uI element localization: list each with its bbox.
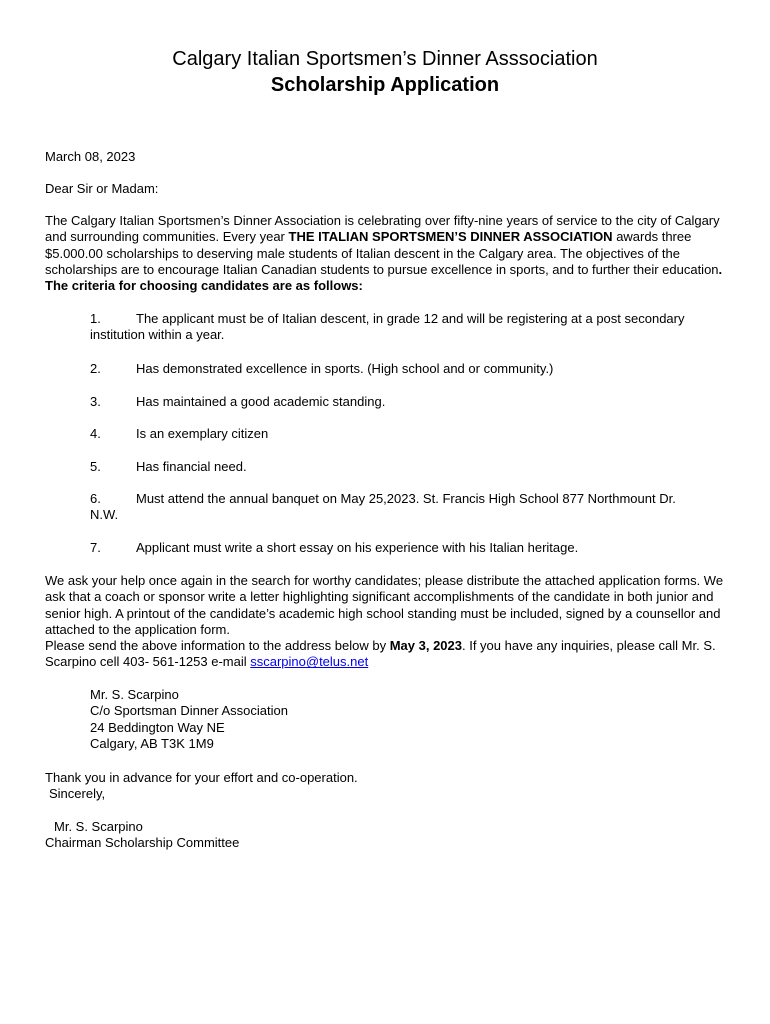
document-title: Scholarship Application	[270, 74, 500, 96]
signature-block	[45, 819, 735, 852]
intro-text-1: The Calgary Italian Sportsmen’s Dinner Association is celebrating over fifty-nine years of service to the city of Calgary and surrounding communities. Every year	[45, 213, 720, 245]
deadline-date: May 3, 2023	[389, 638, 462, 654]
signer-title: Chairman Scholarship Committee	[45, 835, 240, 851]
address-line: 24 Beddington Way NE	[90, 719, 225, 735]
criteria-item: 2. Has demonstrated excellence in sports. (High school and or community.)	[90, 361, 554, 376]
request-paragraph	[45, 573, 735, 671]
sincerely-line: Sincerely,	[49, 786, 106, 802]
letter-date: March 08, 2023	[45, 149, 136, 164]
request-text-2: Please send the above information to the address below by	[45, 638, 390, 654]
closing	[45, 770, 735, 803]
email-link[interactable]: sscarpino@telus.net	[250, 654, 369, 670]
address-line: Mr. S. Scarpino	[90, 687, 179, 702]
criteria-item: 3. Has maintained a good academic standing.	[90, 394, 386, 409]
thanks-line: Thank you in advance for your effort and co-operation.	[45, 770, 358, 785]
intro-paragraph	[45, 213, 735, 294]
criteria-item: 1. The applicant must be of Italian descent, in grade 12 and will be registering at a post secondary institution within a year.	[90, 311, 685, 343]
criteria-item: 4. Is an exemplary citizen	[90, 426, 269, 441]
request-text-3: . If you have any inquiries, please call Mr. S. Scarpino cell 403- 561-1253 e-mail	[45, 638, 716, 670]
address-line: Calgary, AB T3K 1M9	[90, 735, 214, 751]
criteria-item: 5. Has financial need.	[90, 459, 247, 474]
address-line: C/o Sportsman Dinner Association	[90, 703, 288, 719]
criteria-item: 6. Must attend the annual banquet on May 25,2023. St. Francis High School 877 Northmount Dr. N.W.	[90, 491, 676, 523]
criteria-item: 7. Applicant must write a short essay on his experience with his Italian heritage.	[90, 540, 579, 555]
signer-name: Mr. S. Scarpino	[54, 819, 143, 834]
request-text-1: We ask your help once again in the search for worthy candidates; please distribute the attached application forms. We ask that a coach or sponsor write a letter highlighting significant accomplishments of the candidate in both junior and senior high. A printout of the candidate’s academic high school standing must be included, signed by a counsellor and attached to the application form.	[45, 573, 724, 637]
criteria-heading: . The criteria for choosing candidates are as follows:	[45, 261, 723, 294]
association-title: Calgary Italian Sportsmen’s Dinner Asssociation	[172, 48, 598, 70]
association-name-bold: THE ITALIAN SPORTSMEN’S DINNER ASSOCIATION	[288, 229, 613, 245]
salutation: Dear Sir or Madam:	[45, 181, 159, 196]
intro-text-2: awards three $5.000.00 scholarships to deserving male students of Italian descent in the Calgary area. The objectives of the scholarships are to encourage Italian Canadian students to pursue excellence in sports, and to further their education	[45, 229, 719, 277]
mailing-address	[90, 687, 288, 752]
